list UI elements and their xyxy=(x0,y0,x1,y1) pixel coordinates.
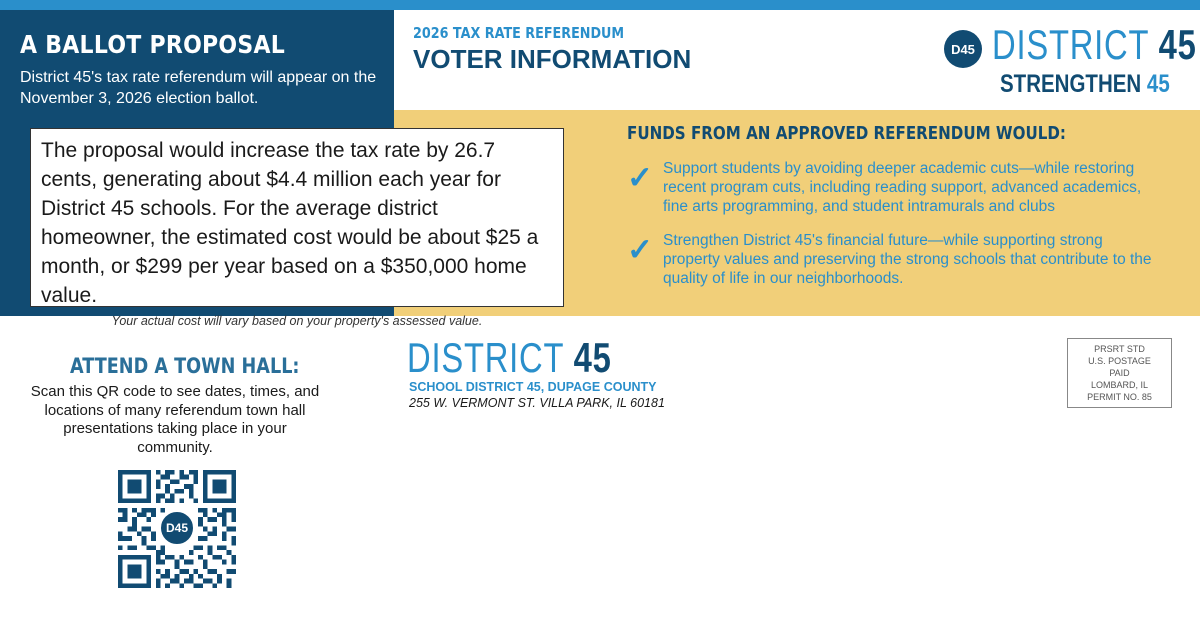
fund-item xyxy=(627,231,1167,291)
logo-district-number: 45 xyxy=(1158,21,1197,68)
postage-line: LOMBARD, IL xyxy=(1090,380,1148,390)
referendum-label: 2026 TAX RATE REFERENDUM xyxy=(413,24,625,42)
voter-information-title: VOTER INFORMATION xyxy=(413,44,692,74)
postage-indicia xyxy=(1067,338,1172,408)
proposal-note: Your actual cost will vary based on your property's assessed value. xyxy=(111,314,483,328)
fund-item-text: Strengthen District 45's financial future—while supporting strong property values and preserving the strong schools that contribute to the quality of life in our neighborhoods. xyxy=(663,232,1152,287)
ballot-title: A BALLOT PROPOSAL xyxy=(20,30,286,59)
return-logo-word: DISTRICT xyxy=(407,334,564,381)
return-logo-number: 45 xyxy=(573,334,612,381)
qr-d45-badge: D45 xyxy=(158,509,196,547)
postage-line: PAID xyxy=(1109,368,1130,378)
return-address-org: SCHOOL DISTRICT 45, DUPAGE COUNTY xyxy=(409,380,657,394)
proposal-text: The proposal would increase the tax rate by 26.7 cents, generating about $4.4 million each year for District 45 schools. For the average district homeowner, the estimated cost would be about $25 a month, or $299 per year based on a $350,000 home value. xyxy=(41,139,539,307)
proposal-box xyxy=(30,128,564,328)
townhall-heading: ATTEND A TOWN HALL: xyxy=(70,354,300,378)
fund-item xyxy=(627,159,1167,219)
top-accent-stripe xyxy=(0,0,1200,10)
ballot-description: District 45's tax rate referendum will appear on the November 3, 2026 election ballot. xyxy=(20,69,377,107)
checkmark-icon: ✓ xyxy=(627,160,653,195)
return-address-street: 255 W. VERMONT ST. VILLA PARK, IL 60181 xyxy=(409,396,665,410)
tagline-word: STRENGTHEN xyxy=(1000,70,1142,98)
tagline-number: 45 xyxy=(1146,70,1170,98)
strengthen-45-tagline xyxy=(1000,68,1170,100)
postage-line: U.S. POSTAGE xyxy=(1088,356,1151,366)
logo-district-word: DISTRICT xyxy=(992,21,1149,68)
townhall-description: Scan this QR code to see dates, times, and locations of many referendum town hall presentations taking place in your community. xyxy=(30,383,320,456)
d45-logo-badge: D45 xyxy=(944,30,982,68)
fund-item-text: Support students by avoiding deeper academic cuts—while restoring recent program cuts, including reading support, advanced academics, fine arts programming, and student intramurals and clubs xyxy=(663,160,1142,215)
checkmark-icon: ✓ xyxy=(627,232,653,267)
return-address-logo xyxy=(407,336,612,380)
district-45-logo xyxy=(992,22,1197,68)
funds-heading: FUNDS FROM AN APPROVED REFERENDUM WOULD: xyxy=(627,123,1066,144)
postage-line: PRSRT STD xyxy=(1094,344,1145,354)
postage-line: PERMIT NO. 85 xyxy=(1087,392,1152,402)
